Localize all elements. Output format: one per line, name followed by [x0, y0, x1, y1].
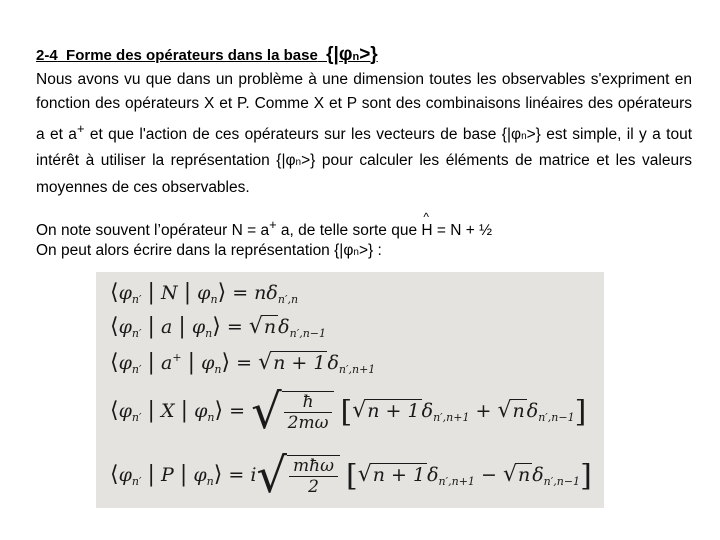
operator-P: P	[161, 464, 174, 486]
operator-N: N	[161, 282, 178, 304]
equation-X: $⟨\varphi_{n'}$ | X | $\varphi_n⟩$ = √ $\frac{ħ}{2m\omega}$ [√n + 1 $\delta_{n',n+1} + √n$ $\delta_{n',n-1}$]	[110, 384, 587, 440]
note-prefix: On note souvent l’opérateur N = a	[36, 222, 270, 240]
section-number: 2-4	[36, 47, 58, 64]
section-heading	[36, 44, 378, 66]
basis-ket-close: >}	[359, 44, 378, 65]
para-sup-1: +	[76, 120, 85, 136]
para-sub-2: n	[521, 130, 527, 142]
para-text-1: Nous avons vu que dans un problème à une dimension toutes les observables s'expriment en fonction des opérateurs X et P. Comme X et P sont des combinaisons linéaires des opérateurs a et a	[36, 71, 692, 143]
para-text-4: >} pour calculer les éléments de matrice et les valeurs moyennes de ces observables.	[36, 152, 692, 196]
note-sup: +	[269, 217, 277, 232]
note-suffix: = N + ½	[432, 222, 493, 240]
equation-a-dagger: $⟨\varphi_{n'}$ | a+ | $\varphi_n⟩ = √n + 1$ $\delta_{n',n+1}$	[110, 350, 376, 376]
section-title: Forme des opérateurs dans la base	[66, 47, 318, 64]
hamiltonian-note	[36, 217, 492, 240]
matrix-elements-image	[96, 272, 604, 508]
equation-P: $⟨\varphi_{n'}$ | P | $\varphi_n⟩ = i√$ $\frac{\text{mħω}}{2}$ [√n + 1 $\delta_{n',n+1} - √n$ $\delta_{n',n-1}$]	[110, 448, 592, 504]
intro-paragraph	[36, 68, 692, 200]
para-text-3: >} est simple, il y a tout intérêt à utiliser la représentation {|φ	[36, 125, 693, 170]
repr-prefix: On peut alors écrire dans la représentation {|φ	[36, 242, 354, 259]
repr-suffix: >} :	[358, 242, 382, 259]
equation-N: $⟨\varphi_{n'}$ | N | $\varphi_n⟩ = n\delta_{n',n}$	[110, 280, 299, 306]
representation-line	[36, 242, 382, 260]
operator-a-dagger: a	[161, 352, 173, 374]
operator-X: X	[161, 400, 175, 422]
repr-sub: n	[353, 247, 359, 258]
basis-ket-open: {|φ	[326, 44, 353, 65]
hamiltonian-symbol: ^ H	[421, 222, 432, 240]
note-middle: a, de telle sorte que	[276, 222, 422, 240]
para-sub-3: n	[295, 157, 302, 169]
para-text-2: et que l'action de ces opérateurs sur les vecteurs de base {|φ	[84, 125, 522, 143]
basis-ket-sub: n	[352, 51, 360, 63]
operator-a: a	[161, 316, 173, 338]
equation-a: $⟨\varphi_{n'}$ | a | $\varphi_n⟩ = √n$ $\delta_{n',n-1}$	[110, 314, 326, 340]
